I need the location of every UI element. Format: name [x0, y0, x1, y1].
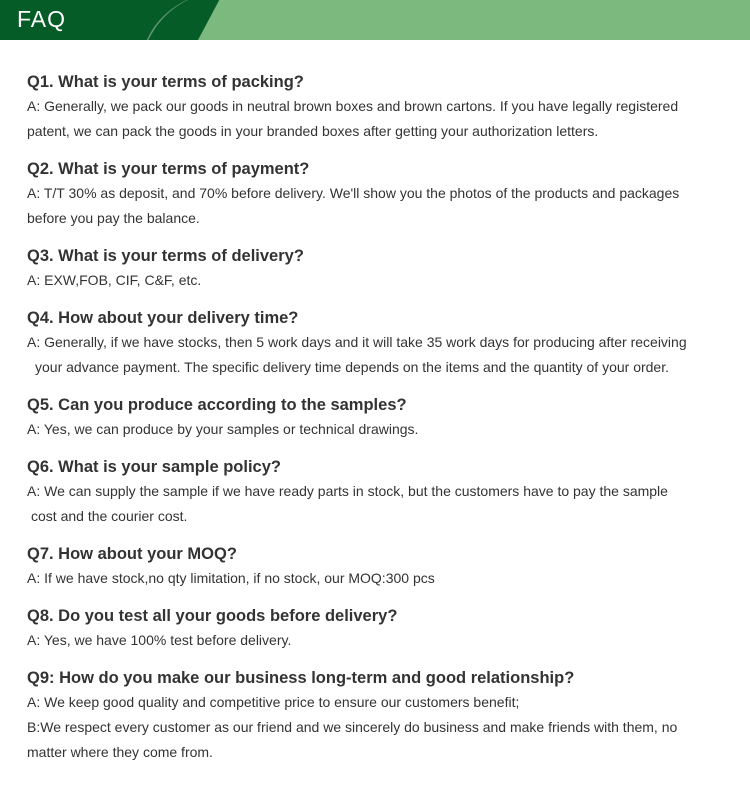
faq-answer — [27, 628, 727, 653]
faq-answer — [27, 479, 727, 529]
faq-question: Q9: How do you make our business long-term and good relationship? — [27, 669, 575, 687]
faq-question: Q3. What is your terms of delivery? — [27, 247, 304, 265]
faq-header — [0, 0, 750, 40]
answer-line: A: Yes, we can produce by your samples or technical drawings. — [27, 421, 419, 437]
answer-line: matter where they come from. — [27, 744, 213, 760]
faq-question: Q1. What is your terms of packing? — [27, 73, 304, 91]
faq-answer — [27, 268, 727, 293]
answer-line: A: T/T 30% as deposit, and 70% before delivery. We'll show you the photos of the products and packages — [27, 185, 680, 201]
answer-line: A: We can supply the sample if we have ready parts in stock, but the customers have to pay the sample — [27, 483, 668, 499]
answer-line: patent, we can pack the goods in your branded boxes after getting your authorization letters. — [27, 123, 599, 139]
answer-line: A: We keep good quality and competitive price to ensure our customers benefit; — [27, 694, 520, 710]
faq-question: Q2. What is your terms of payment? — [27, 160, 310, 178]
answer-line: A: Yes, we have 100% test before delivery. — [27, 632, 292, 648]
faq-item-6 — [27, 456, 727, 529]
faq-answer — [27, 566, 727, 591]
faq-item-9 — [27, 667, 727, 765]
faq-answer — [27, 330, 727, 380]
answer-line: A: EXW,FOB, CIF, C&F, etc. — [27, 272, 202, 288]
faq-answer — [27, 94, 727, 144]
faq-item-5 — [27, 394, 727, 442]
faq-question: Q6. What is your sample policy? — [27, 458, 281, 476]
faq-question: Q8. Do you test all your goods before delivery? — [27, 607, 398, 625]
answer-line: A: Generally, if we have stocks, then 5 work days and it will take 35 work days for producing after receiving — [27, 334, 687, 350]
page-title: FAQ — [17, 6, 67, 32]
faq-item-3 — [27, 245, 727, 293]
faq-answer — [27, 181, 727, 231]
answer-line: B:We respect every customer as our friend and we sincerely do business and make friends with them, no — [27, 719, 678, 735]
answer-line: cost and the courier cost. — [31, 508, 188, 524]
faq-item-1 — [27, 71, 727, 144]
faq-answer — [27, 690, 727, 765]
answer-line: before you pay the balance. — [27, 210, 200, 226]
answer-line: your advance payment. The specific delivery time depends on the items and the quantity of your order. — [35, 359, 669, 375]
answer-line: A: If we have stock,no qty limitation, if no stock, our MOQ:300 pcs — [27, 570, 435, 586]
faq-question: Q7. How about your MOQ? — [27, 545, 237, 563]
faq-question: Q5. Can you produce according to the samples? — [27, 396, 407, 414]
faq-item-8 — [27, 605, 727, 653]
faq-list — [27, 71, 727, 779]
faq-question: Q4. How about your delivery time? — [27, 309, 299, 327]
faq-item-2 — [27, 158, 727, 231]
faq-item-4 — [27, 307, 727, 380]
faq-answer — [27, 417, 727, 442]
faq-item-7 — [27, 543, 727, 591]
answer-line: A: Generally, we pack our goods in neutral brown boxes and brown cartons. If you have legally registered — [27, 98, 679, 114]
